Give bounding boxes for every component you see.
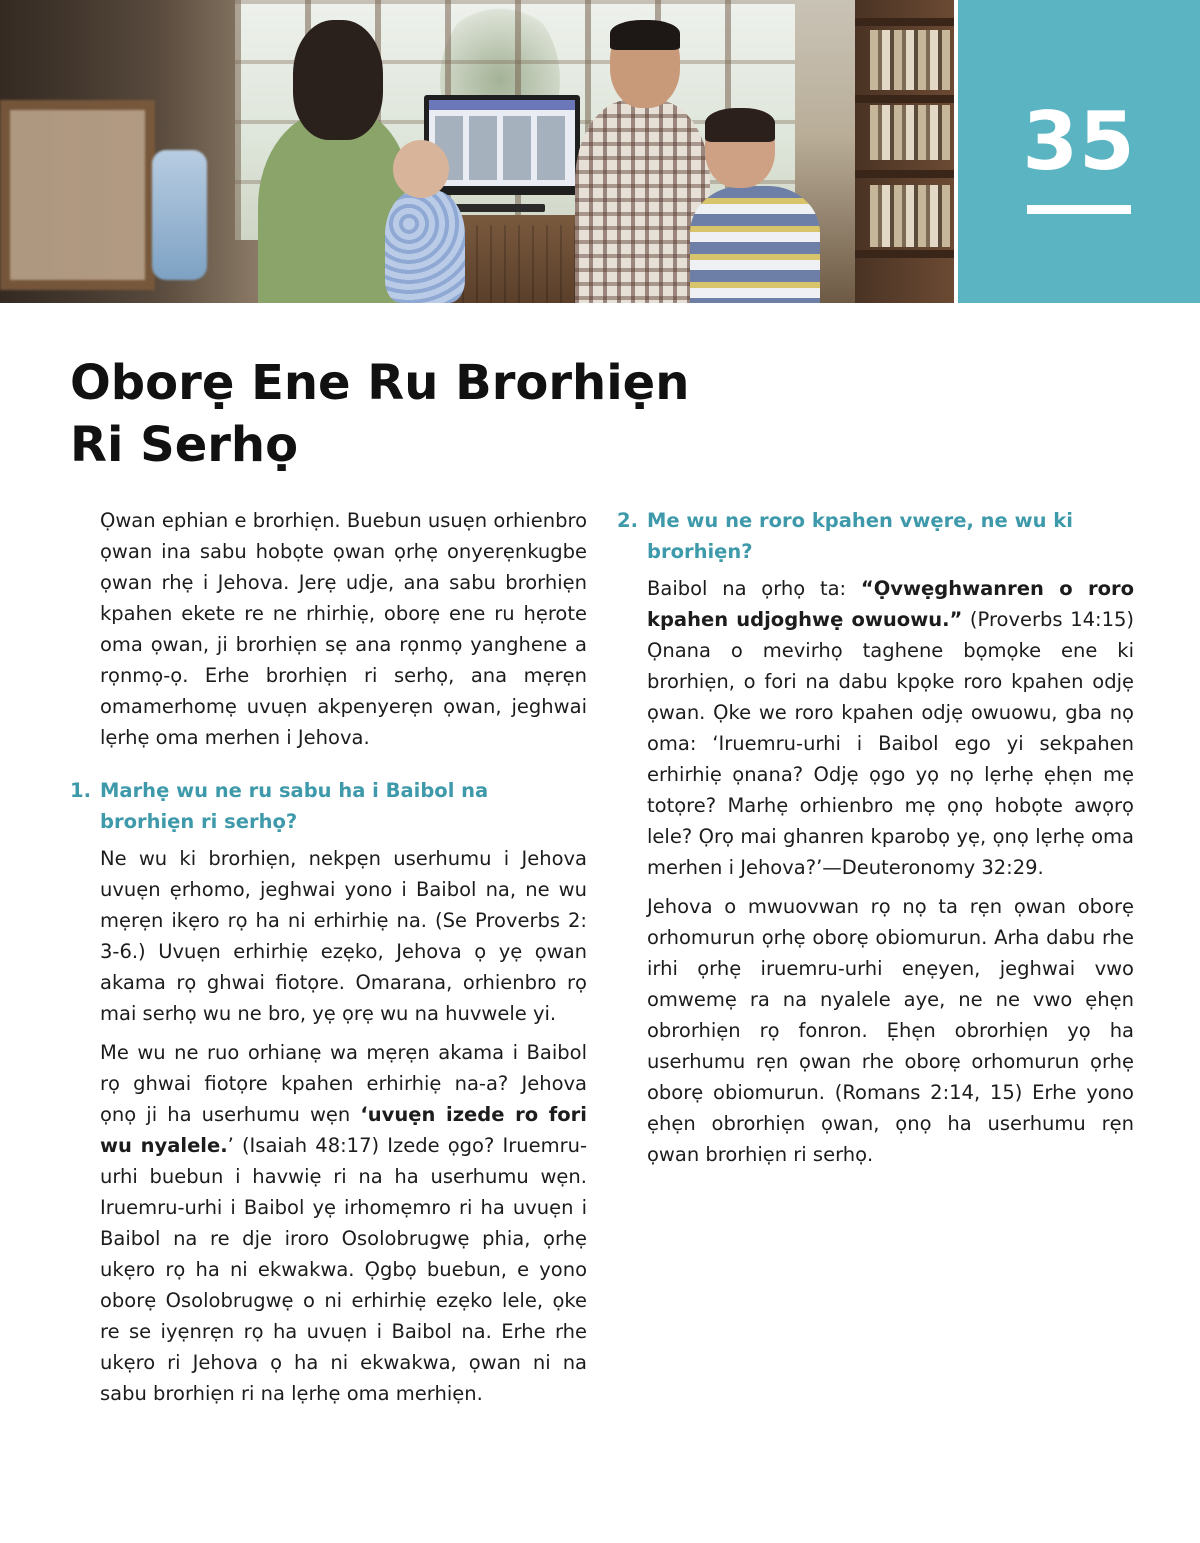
intro-paragraph: Ọwan ephian e brorhiẹn. Buebun usuẹn orhienbro ọwan ina sabu hobọte ọwan ọrhẹ onyerẹnkugbe ọwan rhẹ i Jehova. Jerẹ udje, ana sabu brorhiẹn kpahen ekete re ne rhirhiẹ, oborẹ ene ru hẹrote oma ọwan, ji brorhiẹn sẹ ana rọnmọ yanghene a rọnmọ-ọ. Erhe brorhiẹn ri serhọ, ana mẹrẹn omamerhomẹ uvuẹn akpenyerẹn ọwan, jeghwai lẹrhẹ oma merhen i Jehova. bbox=[100, 509, 587, 749]
section-2-paragraph-1 bbox=[617, 573, 1134, 883]
question-2-text: Me wu ne roro kpahen vwẹre, ne wu ki brorhiẹn? bbox=[647, 509, 1073, 563]
question-2 bbox=[617, 505, 1134, 567]
left-column bbox=[70, 505, 587, 1417]
picture-frame bbox=[0, 100, 155, 290]
question-1 bbox=[70, 775, 587, 837]
baby-bottle bbox=[152, 150, 207, 280]
s2p1-bold-quote: “Ọvwẹghwanren o roro kpahen udjoghwẹ owuowu.” bbox=[647, 577, 1135, 631]
section-2-paragraph-2: Jehova o mwuovwan rọ nọ ta rẹn ọwan oborẹ orhomurun ọrhẹ oborẹ obiomurun. Arha dabu rhe irhi ọrhẹ iruemru-urhi enẹyen, jeghwai vwo omwemẹ ra na nyalele aye, ne ne vwo ẹhẹn obrorhiẹn rọ fonron. Ẹhẹn obrorhiẹn yọ ha userhumu rẹn ọwan rhe oborẹ orhomurun ọrhẹ oborẹ obiomurun. (Romans 2:14, 15) Erhe yono ẹhẹn obrorhiẹn ọwan, ọnọ ha userhumu rẹn ọwan brorhiẹn ri serhọ. bbox=[647, 895, 1134, 1166]
question-1-number: 1. bbox=[70, 779, 91, 802]
chapter-tab bbox=[958, 0, 1200, 303]
title-line-1: Oborẹ Ene Ru Brorhiẹn bbox=[70, 355, 690, 411]
chapter-number: 35 bbox=[1022, 95, 1136, 188]
right-column bbox=[617, 505, 1134, 1178]
p2-text-a: Me wu ne ruo orhianẹ wa mẹrẹn akama i Baibol rọ ghwai fiotọre kpahen erhirhiẹ na-a? Jehova ọnọ ji ha userhumu wẹn bbox=[100, 1041, 587, 1126]
section-1-paragraph-1: Ne wu ki brorhiẹn, nekpẹn userhumu i Jehova uvuẹn ẹrhomo, jeghwai yono i Baibol na, ne wu mẹrẹn ikẹro rọ ha ni erhirhiẹ na. (Se Proverbs 2: 3-6.) Uvuẹn erhirhiẹ ezẹko, Jehova ọ yẹ ọwan akama rọ ghwai fiotọre. Omarana, orhienbro rọ mai serhọ wu ne bro, yẹ ọrẹ wu na huvwele yi. bbox=[100, 847, 587, 1025]
page-title bbox=[70, 352, 690, 476]
chapter-rule bbox=[1027, 205, 1131, 214]
p2-bold-quote: ‘uvuẹn izede ro fori wu nyalele. bbox=[100, 1103, 587, 1157]
s2p1-text-a: Baibol na ọrhọ ta: bbox=[647, 577, 861, 600]
question-2-number: 2. bbox=[617, 509, 638, 532]
s2p1-text-b: (Proverbs 14:15) Ọnana o mevirhọ taghene bọmọke ene ki brorhiẹn, o fori na dabu kpọke roro kpahen odjẹ ọwan. Ọke we roro kpahen odjẹ owuowu, gba nọ oma: ‘Iruemru-urhi i Baibol ego yi sekpahen erhirhiẹ ọnana? Odjẹ ọgo yọ nọ lẹrhẹ ẹhẹn mẹ totọre? Marhẹ orhienbro mẹ ọnọ hobọte awọrọ lele? Ọrọ mai ghanren kparobọ yẹ, ọnọ lẹrhẹ oma merhen i Jehova?’—Deuteronomy 32:29. bbox=[647, 608, 1134, 879]
section-1-paragraph-2 bbox=[70, 1037, 587, 1409]
title-line-2: Ri Serhọ bbox=[70, 417, 299, 473]
hero-photo bbox=[0, 0, 954, 303]
question-1-text: Marhẹ wu ne ru sabu ha i Baibol na brorhiẹn ri serhọ? bbox=[100, 779, 489, 833]
p2-text-b: ’ (Isaiah 48:17) Izede ọgo? Iruemru-urhi buebun i havwiẹ ri na ha userhumu wẹn. Iruemru-urhi i Baibol yẹ irhomẹmro ri ha uvuẹn i Baibol na re dje iroro Osolobrugwẹ phia, ọrhẹ ukẹro rọ ha ni ekwakwa. Ọgbọ buebun, e yono oborẹ Osolobrugwẹ o ni erhirhiẹ ezẹko lele, ọke re se iyẹnrẹn rọ ha uvuẹn i Baibol na. Erhe rhe ukẹro ri Jehova ọ ha ni ekwakwa, ọwan ni na sabu brorhiẹn ri na lẹrhẹ oma merhiẹn. bbox=[100, 1134, 587, 1405]
